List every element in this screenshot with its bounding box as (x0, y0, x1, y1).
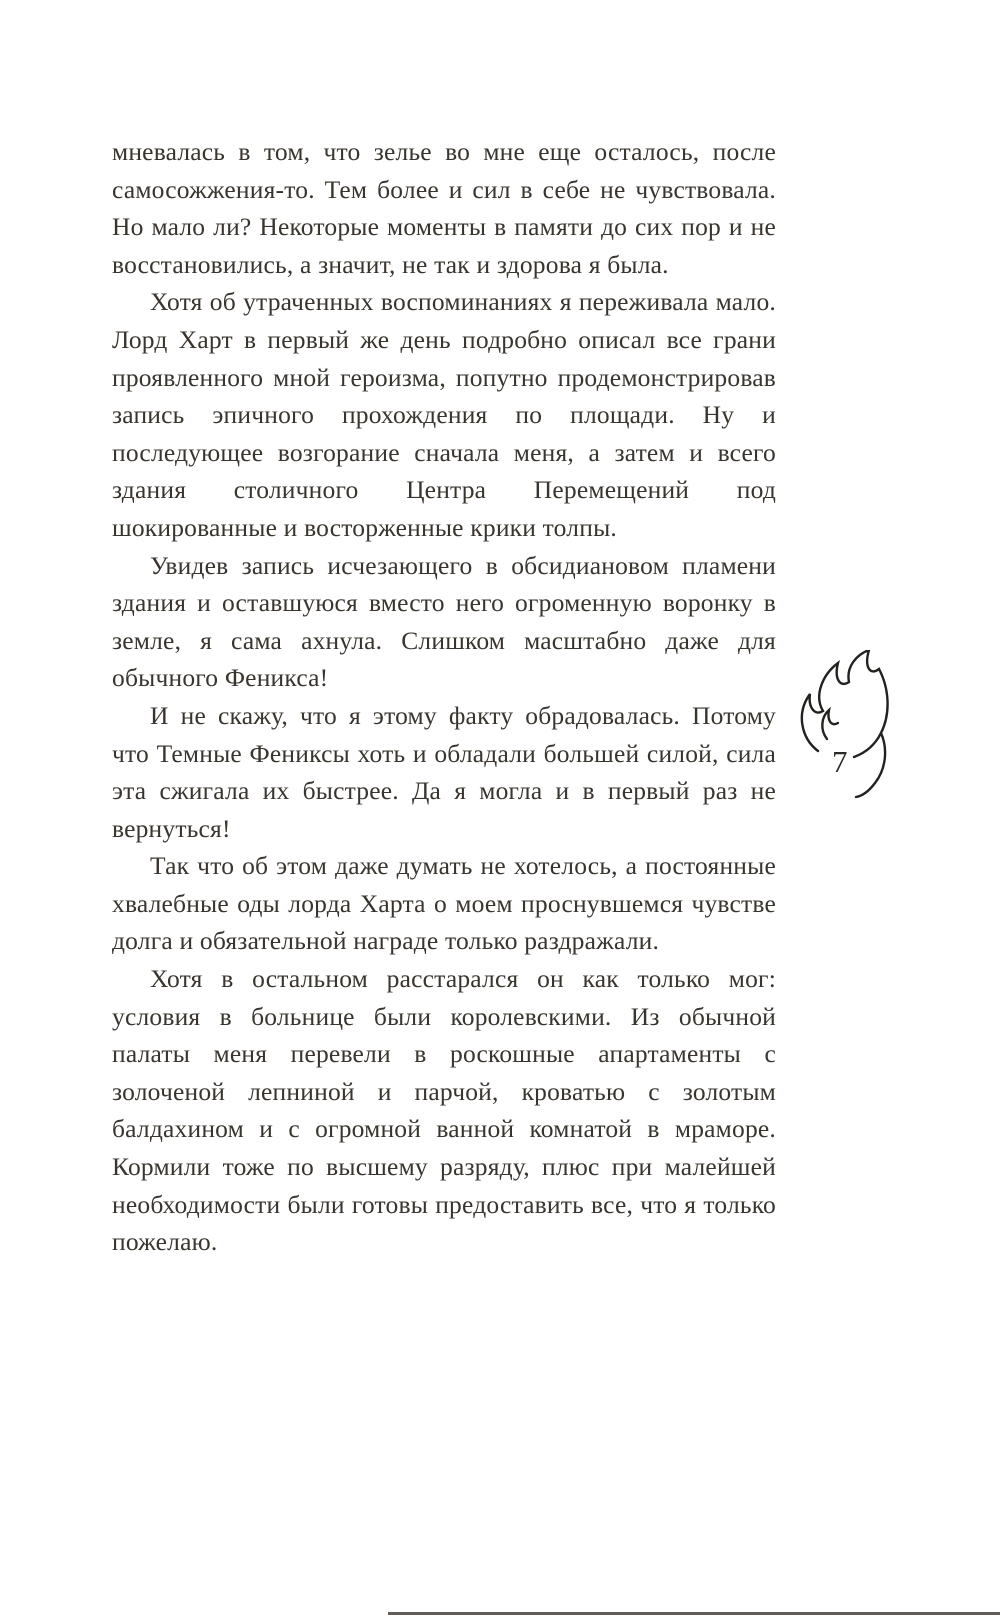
page-bottom-edge (388, 1612, 1000, 1615)
paragraph: Хотя в остальном расстарался он как только мог: условия в больнице были королевскими. Из обычной палаты меня перевели в роскошные апартаменты с золоченой лепниной и парчой, кроватью с золотым балдахином и с огромной ванной комнатой в мраморе. Кормили тоже по высшему разряду, плюс при малейшей необходимости были готовы предоставить все, что я только пожелаю. (112, 964, 776, 1257)
paragraph: Увидев запись исчезающего в обсидиановом пламени здания и оставшуюся вместо него огроменную воронку в земле, я сама ахнула. Слишком масштабно даже для обычного Феникса! (112, 550, 776, 693)
page-number: 7 (832, 744, 848, 779)
paragraph: И не скажу, что я этому факту обрадовалась. Потому что Темные Фениксы хоть и обладали большей силой, сила эта сжигала их быстрее. Да я могла и в первый раз не вернуться! (112, 700, 776, 843)
page-text (112, 133, 776, 1261)
paragraph: Так что об этом даже думать не хотелось, а постоянные хвалебные оды лорда Харта о моем проснувшемся чувстве долга и обязательной награде только раздражали. (112, 851, 776, 956)
paragraph: Хотя об утраченных воспоминаниях я переживала мало. Лорд Харт в первый же день подробно описал все грани проявленного мной героизма, попутно продемонстрировав запись эпичного прохождения по площади. Ну и последующее возгорание сначала меня, а затем и всего здания столичного Центра Перемещений под шокированные и восторженные крики толпы. (112, 287, 776, 542)
page-marker (788, 650, 900, 802)
paragraph: мневалась в том, что зелье во мне еще осталось, после самосожжения-то. Тем более и сил в себе не чувствовала. Но мало ли? Некоторые моменты в памяти до сих пор и не восстановились, а значит, не так и здорова я была. (112, 137, 776, 279)
